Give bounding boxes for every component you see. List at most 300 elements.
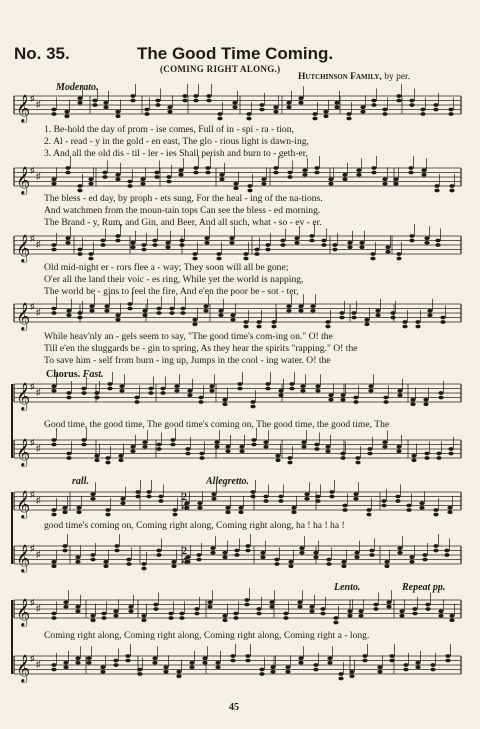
note-head: [434, 184, 439, 188]
note-head: [233, 182, 238, 186]
note-head: [298, 101, 303, 105]
note-head: [309, 605, 314, 609]
note-head: [100, 239, 105, 243]
note-head: [103, 560, 108, 564]
chorus-tempo: Fast.: [82, 369, 104, 380]
note-head: [219, 173, 224, 177]
note-head: [232, 101, 237, 105]
note-head: [75, 609, 80, 613]
note-head: [207, 600, 212, 604]
note-head: [328, 177, 333, 181]
note-head: [351, 316, 356, 320]
note-head: [383, 400, 388, 404]
note-head: [225, 449, 230, 453]
note-head: [333, 616, 338, 620]
note-head: [327, 661, 332, 665]
note-head: [140, 177, 145, 181]
note-head: [448, 108, 453, 112]
note-head: [389, 659, 394, 663]
note-head: [440, 316, 445, 320]
note-head: [140, 182, 145, 186]
hymn-number: No. 35.: [14, 44, 70, 63]
note-head: [375, 309, 380, 313]
note-head: [422, 553, 427, 557]
note-head: [297, 600, 302, 604]
note-head: [438, 614, 443, 618]
note-head: [115, 114, 120, 118]
note-head: [189, 661, 194, 665]
note-head: [126, 558, 131, 562]
note-head: [156, 311, 161, 315]
note-head: [225, 506, 230, 510]
note-head: [402, 320, 407, 324]
tempo-allegretto: Allegretto.: [206, 476, 250, 487]
note-head: [113, 609, 118, 613]
note-head: [382, 108, 387, 112]
note-head: [118, 458, 123, 462]
note-head: [105, 461, 110, 465]
note-head: [203, 309, 208, 313]
note-head: [193, 171, 198, 175]
note-head: [409, 234, 414, 238]
note-head: [239, 449, 244, 453]
note-head: [51, 112, 56, 116]
note-head: [101, 612, 106, 616]
note-head: [302, 168, 307, 172]
note-head: [410, 402, 415, 406]
note-head: [152, 661, 157, 665]
note-head: [250, 495, 255, 499]
note-head: [146, 490, 151, 494]
verse-1-line-4: While heav'nly an - gels seem to say, "The good time's com-ing on." O! the: [44, 331, 333, 342]
note-head: [309, 609, 314, 613]
note-head: [51, 243, 56, 247]
note-head: [320, 612, 325, 616]
note-head: [219, 177, 224, 181]
note-head: [449, 184, 454, 188]
note-head: [206, 94, 211, 98]
note-head: [130, 449, 135, 453]
chorus-line-1: Good time, the good time, The good time's coming on, The good time, the good time, The: [44, 419, 390, 430]
note-head: [254, 248, 259, 252]
sharp-icon: ♯: [30, 301, 35, 311]
note-head: [163, 670, 168, 674]
clef-icon: 𝄞: [16, 438, 31, 466]
note-head: [182, 99, 187, 103]
note-head: [65, 166, 70, 170]
note-head: [289, 382, 294, 386]
clef-icon: 𝄞: [16, 234, 31, 262]
note-head: [105, 508, 110, 512]
note-head: [399, 609, 404, 613]
note-head: [245, 544, 250, 548]
note-head: [204, 236, 209, 240]
note-head: [312, 112, 317, 116]
note-head: [409, 103, 414, 107]
note-head: [127, 302, 132, 306]
note-head: [265, 387, 270, 391]
note-head: [312, 117, 317, 121]
note-head: [198, 396, 203, 400]
note-head: [367, 447, 372, 451]
note-head: [197, 501, 202, 505]
note-head: [63, 600, 68, 604]
note-head: [382, 440, 387, 444]
note-head: [114, 544, 119, 548]
note-head: [444, 553, 449, 557]
clef-icon: 𝄞: [16, 544, 31, 572]
note-head: [170, 438, 175, 442]
note-head: [415, 320, 420, 324]
note-head: [273, 166, 278, 170]
tempo-rall: rall.: [72, 476, 89, 487]
note-head: [396, 445, 401, 449]
note-head: [421, 168, 426, 172]
note-head: [199, 452, 204, 456]
note-head: [265, 243, 270, 247]
chorus-line-2: good time's coming on, Coming right along, Coming right along, ha ! ha ! ha !: [44, 520, 345, 531]
note-head: [209, 389, 214, 393]
note-head: [207, 605, 212, 609]
note-head: [209, 384, 214, 388]
note-head: [412, 612, 417, 616]
note-head: [125, 659, 130, 663]
note-head: [321, 239, 326, 243]
note-head: [314, 443, 319, 447]
note-head: [234, 553, 239, 557]
note-head: [353, 400, 358, 404]
note-head: [403, 663, 408, 667]
note-head: [409, 99, 414, 103]
note-head: [263, 495, 268, 499]
note-head: [261, 177, 266, 181]
note-head: [142, 440, 147, 444]
sharp-icon: ♯: [30, 93, 35, 103]
note-head: [193, 94, 198, 98]
note-head: [342, 173, 347, 177]
note-head: [51, 177, 56, 181]
note-head: [165, 241, 170, 245]
note-head: [166, 175, 171, 179]
note-head: [152, 243, 157, 247]
note-head: [127, 184, 132, 188]
note-head: [370, 257, 375, 261]
note-head: [51, 508, 56, 512]
note-head: [94, 454, 99, 458]
note-head: [334, 101, 339, 105]
note-head: [367, 452, 372, 456]
note-head: [214, 440, 219, 444]
clef-icon: 𝄞: [16, 382, 31, 410]
note-head: [371, 103, 376, 107]
note-head: [323, 110, 328, 114]
note-head: [189, 665, 194, 669]
note-head: [51, 513, 56, 517]
note-head: [349, 670, 354, 674]
note-head: [347, 241, 352, 245]
note-head: [397, 551, 402, 555]
note-head: [358, 614, 363, 618]
note-head: [438, 391, 443, 395]
note-head: [332, 243, 337, 247]
note-head: [144, 112, 149, 116]
note-head: [338, 677, 343, 681]
note-head: [396, 94, 401, 98]
note-head: [329, 495, 334, 499]
note-head: [298, 304, 303, 308]
note-head: [301, 440, 306, 444]
note-head: [410, 398, 415, 402]
note-head: [278, 499, 283, 503]
note-head: [130, 241, 135, 245]
note-head: [51, 438, 56, 442]
note-head: [230, 654, 235, 658]
note-head: [313, 668, 318, 672]
note-head: [222, 551, 227, 555]
note-head: [75, 555, 80, 559]
note-head: [273, 171, 278, 175]
note-head: [271, 320, 276, 324]
sharp-icon: ♯: [30, 489, 35, 499]
note-head: [156, 443, 161, 447]
note-head: [270, 670, 275, 674]
note-head: [148, 391, 153, 395]
note-head: [156, 549, 161, 553]
note-head: [393, 182, 398, 186]
verse-1-line-3: Old mid-night er - rors flee a - way; They soon will all be gone;: [44, 262, 289, 273]
note-head: [218, 309, 223, 313]
note-head: [275, 454, 280, 458]
note-head: [243, 252, 248, 256]
note-head: [342, 508, 347, 512]
note-head: [355, 461, 360, 465]
note-head: [237, 387, 242, 391]
note-head: [105, 513, 110, 517]
note-head: [310, 309, 315, 313]
note-head: [141, 614, 146, 618]
note-head: [156, 553, 161, 557]
note-head: [287, 175, 292, 179]
note-head: [334, 105, 339, 109]
sharp-icon: ♯: [36, 549, 41, 559]
note-head: [436, 456, 441, 460]
note-head: [448, 447, 453, 451]
note-head: [198, 400, 203, 404]
note-head: [233, 186, 238, 190]
note-head: [66, 452, 71, 456]
note-head: [246, 117, 251, 121]
note-head: [353, 492, 358, 496]
note-head: [294, 236, 299, 240]
note-head: [178, 173, 183, 177]
note-head: [100, 670, 105, 674]
note-head: [346, 112, 351, 116]
note-head: [245, 659, 250, 663]
note-head: [77, 248, 82, 252]
note-head: [250, 490, 255, 494]
note-head: [233, 612, 238, 616]
note-head: [88, 177, 93, 181]
note-head: [424, 241, 429, 245]
note-head: [243, 320, 248, 324]
note-head: [412, 607, 417, 611]
credit-note: by per.: [384, 72, 411, 82]
note-head: [202, 661, 207, 665]
note-head: [299, 546, 304, 550]
note-head: [291, 506, 296, 510]
note-head: [256, 325, 261, 329]
note-head: [371, 171, 376, 175]
note-head: [81, 391, 86, 395]
note-head: [270, 665, 275, 669]
note-head: [81, 438, 86, 442]
note-head: [51, 248, 56, 252]
note-head: [169, 307, 174, 311]
note-head: [415, 665, 420, 669]
note-head: [215, 661, 220, 665]
note-head: [397, 389, 402, 393]
sharp-icon: ♯: [36, 307, 41, 317]
note-head: [449, 189, 454, 193]
note-head: [289, 387, 294, 391]
note-head: [265, 382, 270, 386]
note-head: [86, 661, 91, 665]
note-head: [137, 668, 142, 672]
note-head: [211, 497, 216, 501]
note-head: [314, 171, 319, 175]
note-head: [286, 105, 291, 109]
note-head: [81, 387, 86, 391]
note-head: [340, 398, 345, 402]
note-head: [185, 447, 190, 451]
note-head: [130, 245, 135, 249]
note-head: [90, 614, 95, 618]
note-head: [90, 492, 95, 496]
note-head: [366, 508, 371, 512]
hymn-credit: [298, 72, 410, 82]
note-head: [75, 661, 80, 665]
time-signature-bottom: 4: [182, 556, 187, 567]
note-head: [115, 313, 120, 317]
note-head: [135, 490, 140, 494]
note-head: [63, 661, 68, 665]
note-head: [371, 166, 376, 170]
note-head: [202, 656, 207, 660]
note-head: [433, 508, 438, 512]
note-head: [77, 101, 82, 105]
note-head: [424, 452, 429, 456]
note-head: [94, 391, 99, 395]
note-head: [375, 313, 380, 317]
note-head: [449, 618, 454, 622]
note-head: [411, 458, 416, 462]
note-head: [359, 245, 364, 249]
note-head: [51, 443, 56, 447]
note-head: [51, 182, 56, 186]
note-head: [64, 114, 69, 118]
note-head: [94, 396, 99, 400]
verse-3-line-2: The Brand - y, Rum, and Gin, and Beer, And all such, what - so - ev - er.: [44, 217, 322, 228]
note-head: [125, 654, 130, 658]
note-head: [447, 510, 452, 514]
note-head: [341, 564, 346, 568]
note-head: [135, 495, 140, 499]
note-head: [234, 549, 239, 553]
verse-3-line-4: To save him - self from burn - ing up, Jumps in the cool - ing water. O! the: [44, 355, 331, 366]
note-head: [347, 609, 352, 613]
note-head: [90, 618, 95, 622]
sharp-icon: ♯: [30, 165, 35, 175]
sharp-icon: ♯: [30, 437, 35, 447]
note-head: [62, 510, 67, 514]
note-head: [423, 398, 428, 402]
note-head: [134, 396, 139, 400]
note-head: [65, 241, 70, 245]
clef-icon: 𝄞: [16, 654, 31, 682]
note-head: [182, 94, 187, 98]
note-head: [373, 603, 378, 607]
note-head: [340, 452, 345, 456]
note-head: [196, 553, 201, 557]
note-head: [285, 670, 290, 674]
note-head: [265, 248, 270, 252]
note-head: [280, 243, 285, 247]
note-head: [397, 546, 402, 550]
note-head: [383, 396, 388, 400]
note-head: [88, 182, 93, 186]
note-head: [300, 384, 305, 388]
note-head: [369, 553, 374, 557]
note-head: [286, 304, 291, 308]
note-head: [347, 245, 352, 249]
note-head: [278, 389, 283, 393]
note-head: [244, 603, 249, 607]
note-head: [170, 443, 175, 447]
note-head: [286, 309, 291, 313]
note-head: [192, 322, 197, 326]
note-head: [65, 236, 70, 240]
clef-icon: 𝄞: [16, 166, 31, 194]
note-head: [238, 510, 243, 514]
note-head: [422, 558, 427, 562]
note-head: [304, 492, 309, 496]
note-head: [393, 177, 398, 181]
note-head: [328, 393, 333, 397]
sharp-icon: ♯: [30, 381, 35, 391]
note-head: [256, 612, 261, 616]
note-head: [172, 513, 177, 517]
note-head: [171, 564, 176, 568]
note-head: [342, 177, 347, 181]
note-head: [155, 103, 160, 107]
note-head: [168, 616, 173, 620]
note-head: [325, 449, 330, 453]
note-head: [263, 440, 268, 444]
note-head: [332, 248, 337, 252]
note-head: [100, 243, 105, 247]
sharp-icon: ♯: [30, 543, 35, 553]
note-head: [300, 389, 305, 393]
note-head: [360, 105, 365, 109]
note-head: [309, 234, 314, 238]
note-head: [222, 614, 227, 618]
note-head: [259, 668, 264, 672]
note-head: [101, 616, 106, 620]
note-head: [51, 663, 56, 667]
note-head: [389, 654, 394, 658]
note-head: [385, 245, 390, 249]
chorus-line-3: Coming right along, Coming right along, Coming right along, Coming right a - long.: [44, 630, 370, 641]
